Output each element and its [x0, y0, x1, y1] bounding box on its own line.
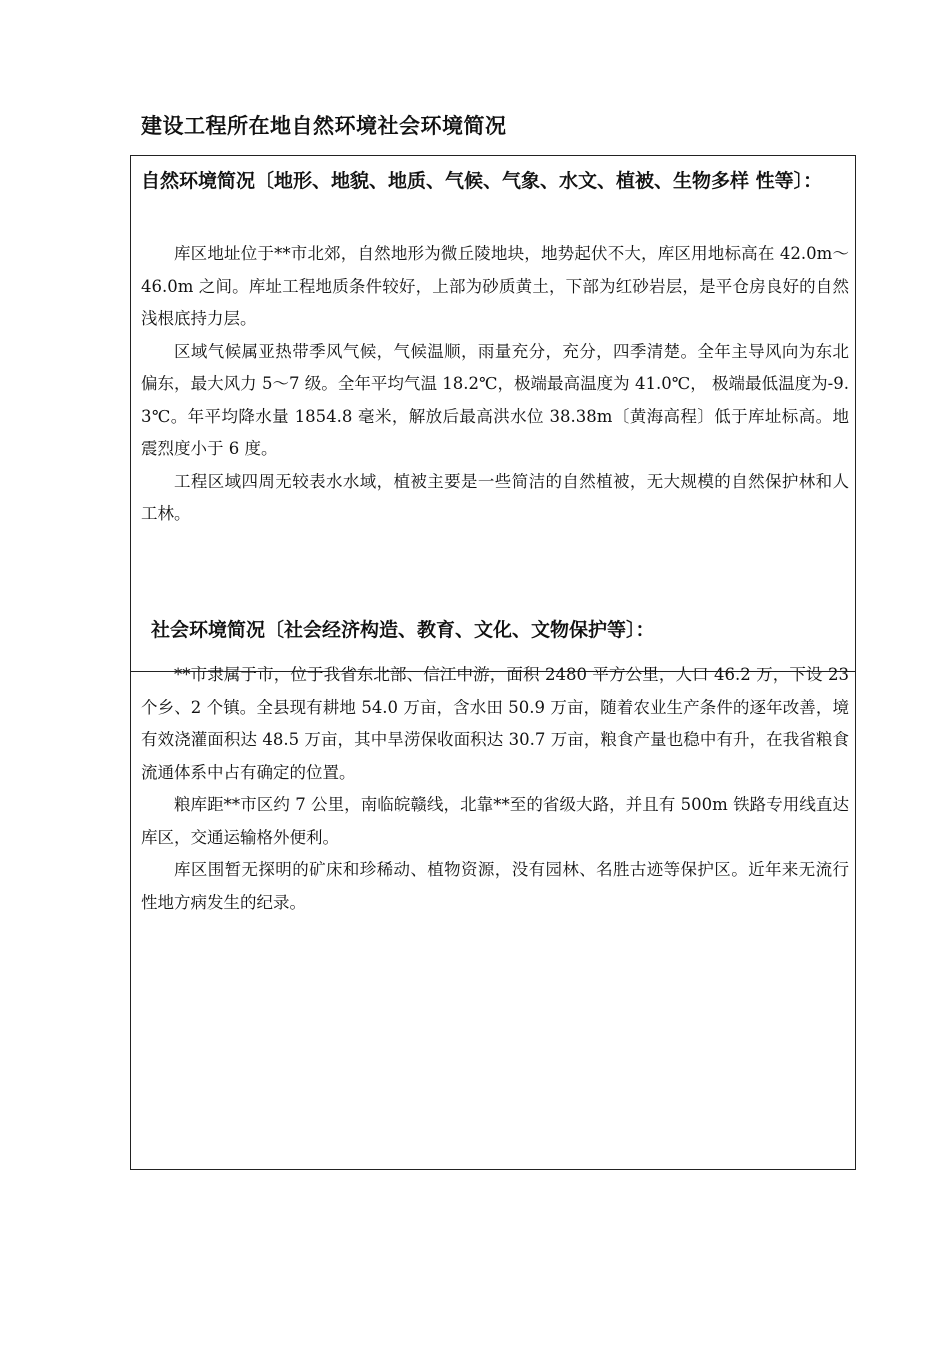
natural-paragraph-terrain: 库区地址位于**市北郊，自然地形为微丘陵地块，地势起伏不大，库区用地标高在 42.0m～46.0m 之间。库址工程地质条件较好，上部为砂质黄土，下部为红砂岩层，是平仓房良好的自然浅根底持力层。: [141, 244, 849, 328]
natural-paragraph-vegetation: 工程区域四周无较表水水域，植被主要是一些简洁的自然植被，无大规模的自然保护林和人工林。: [141, 471, 849, 523]
social-environment-heading: 社会环境简况〔社会经济构造、教育、文化、文物保护等〕：: [151, 619, 655, 641]
social-environment-body: [141, 659, 849, 919]
page-title: 建设工程所在地自然环境社会环境简况: [141, 114, 507, 138]
natural-environment-body: [141, 238, 849, 531]
environment-table: [130, 155, 856, 1170]
social-paragraph-transport: 粮库距**市区约 7 公里，南临皖赣线，北靠**至的省级大路，并且有 500m 铁路专用线直达库区，交通运输格外便利。: [141, 795, 849, 847]
social-paragraph-economy: **市隶属于市，位于我省东北部、信江中游，面积 2480 平方公里，人口 46.2 万，下设 23 个乡、2 个镇。全县现有耕地 54.0 万亩，含水田 50.9 万亩，随着农业生产条件的逐年改善，境有效浇灌面积达 48.5 万亩，其中旱涝保收面积达 30.7 万亩，粮食产量也稳中有升，在我省粮食流通体系中占有确定的位置。: [141, 665, 849, 782]
natural-paragraph-climate: 区域气候属亚热带季风气候，气候温顺，雨量充分，充分，四季清楚。全年主导风向为东北偏东，最大风力 5～7 级。全年平均气温 18.2℃，极端最高温度为 41.0℃， 极端最低温度为-9.3℃。年平均降水量 1854.8 毫米，解放后最高洪水位 38.38m〔黄海高程〕低于库址标高。地震烈度小于 6 度。: [141, 341, 849, 458]
natural-environment-heading: 自然环境简况〔地形、地貌、地质、气候、气象、水文、植被、生物多样 性等〕：: [141, 170, 823, 192]
section-divider: [131, 671, 855, 672]
social-paragraph-resources: 库区围暂无探明的矿床和珍稀动、植物资源，没有园林、名胜古迹等保护区。近年来无流行性地方病发生的纪录。: [141, 860, 849, 912]
